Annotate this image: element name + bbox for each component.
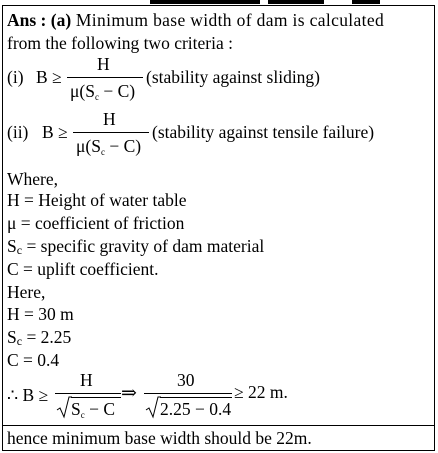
sqrt-overline-1 [71, 397, 121, 398]
result-frac2-numerator: 30 [177, 370, 195, 390]
sqrt-overline-2 [160, 397, 232, 398]
criterion-1-den-post: − C) [98, 81, 136, 101]
criterion-2-lhs: B ≥ [42, 122, 68, 142]
criterion-2-den-sub: c [100, 147, 105, 157]
criterion-2-number: (ii) [7, 122, 29, 142]
cropped-header-bar [268, 0, 324, 4]
definition-mu: μ = coefficient of friction [7, 213, 185, 233]
criterion-2-fraction-bar [73, 132, 149, 133]
criterion-2-den-post: − C) [104, 136, 142, 156]
given-sc [7, 327, 71, 351]
sqrt-icon [56, 396, 72, 420]
criterion-1-number: (i) [7, 67, 24, 87]
definition-sc-subscript: c [16, 243, 23, 257]
given-sc-value: = 2.25 [22, 327, 72, 347]
answer-label: Ans : (a) [7, 10, 72, 30]
here-label: Here, [7, 282, 46, 302]
criterion-2-denominator [76, 136, 141, 156]
result-suffix: ≥ 22 m. [234, 382, 288, 402]
criterion-1-denominator [70, 81, 135, 101]
cropped-header-bar [150, 0, 260, 4]
criterion-2-numerator: H [103, 109, 116, 129]
criterion-1-note: (stability against sliding) [146, 67, 321, 87]
result-frac1-denominator [71, 399, 115, 419]
result-prefix: ∴ B ≥ [7, 385, 49, 405]
result-frac1-den-post: − C [84, 399, 116, 419]
definition-sc-text: = specific gravity of dam material [22, 236, 265, 256]
result-frac1-numerator: H [80, 370, 93, 390]
criterion-1-den-pre: μ(S [70, 81, 95, 101]
definition-h: H = Height of water table [7, 190, 187, 210]
intro-line-2: from the following two criteria : [7, 33, 233, 53]
result-frac2-bar [144, 393, 232, 394]
given-sc-symbol: S [7, 327, 17, 347]
criterion-1-lhs: B ≥ [36, 67, 62, 87]
criterion-1-den-sub: c [94, 92, 99, 102]
criterion-2-den-pre: μ(S [76, 136, 101, 156]
cropped-header-bar [352, 0, 380, 4]
definition-sc [7, 236, 264, 260]
sqrt-icon [145, 396, 161, 420]
definition-sc-symbol: S [7, 236, 17, 256]
criterion-1-fraction-bar [67, 77, 143, 78]
criterion-2-note: (stability against tensile failure) [152, 122, 375, 142]
given-c: C = 0.4 [7, 350, 60, 370]
conclusion-divider [2, 425, 435, 426]
conclusion-text: hence minimum base width should be 22m. [7, 428, 312, 448]
definition-c: C = uplift coefficient. [7, 259, 159, 279]
result-frac1-den-sub: c [80, 410, 85, 420]
intro-line-1: Minimum base width of dam is calculated [71, 10, 385, 30]
given-sc-subscript: c [16, 334, 23, 348]
result-frac1-den-pre: S [71, 399, 81, 419]
result-frac2-denominator: 2.25 − 0.4 [160, 399, 232, 419]
criterion-1-numerator: H [97, 54, 110, 74]
result-frac1-bar [55, 393, 121, 394]
answer-heading [7, 10, 384, 30]
implies-arrow: ⇒ [121, 383, 137, 404]
given-h: H = 30 m [7, 304, 74, 324]
where-label: Where, [7, 169, 59, 189]
